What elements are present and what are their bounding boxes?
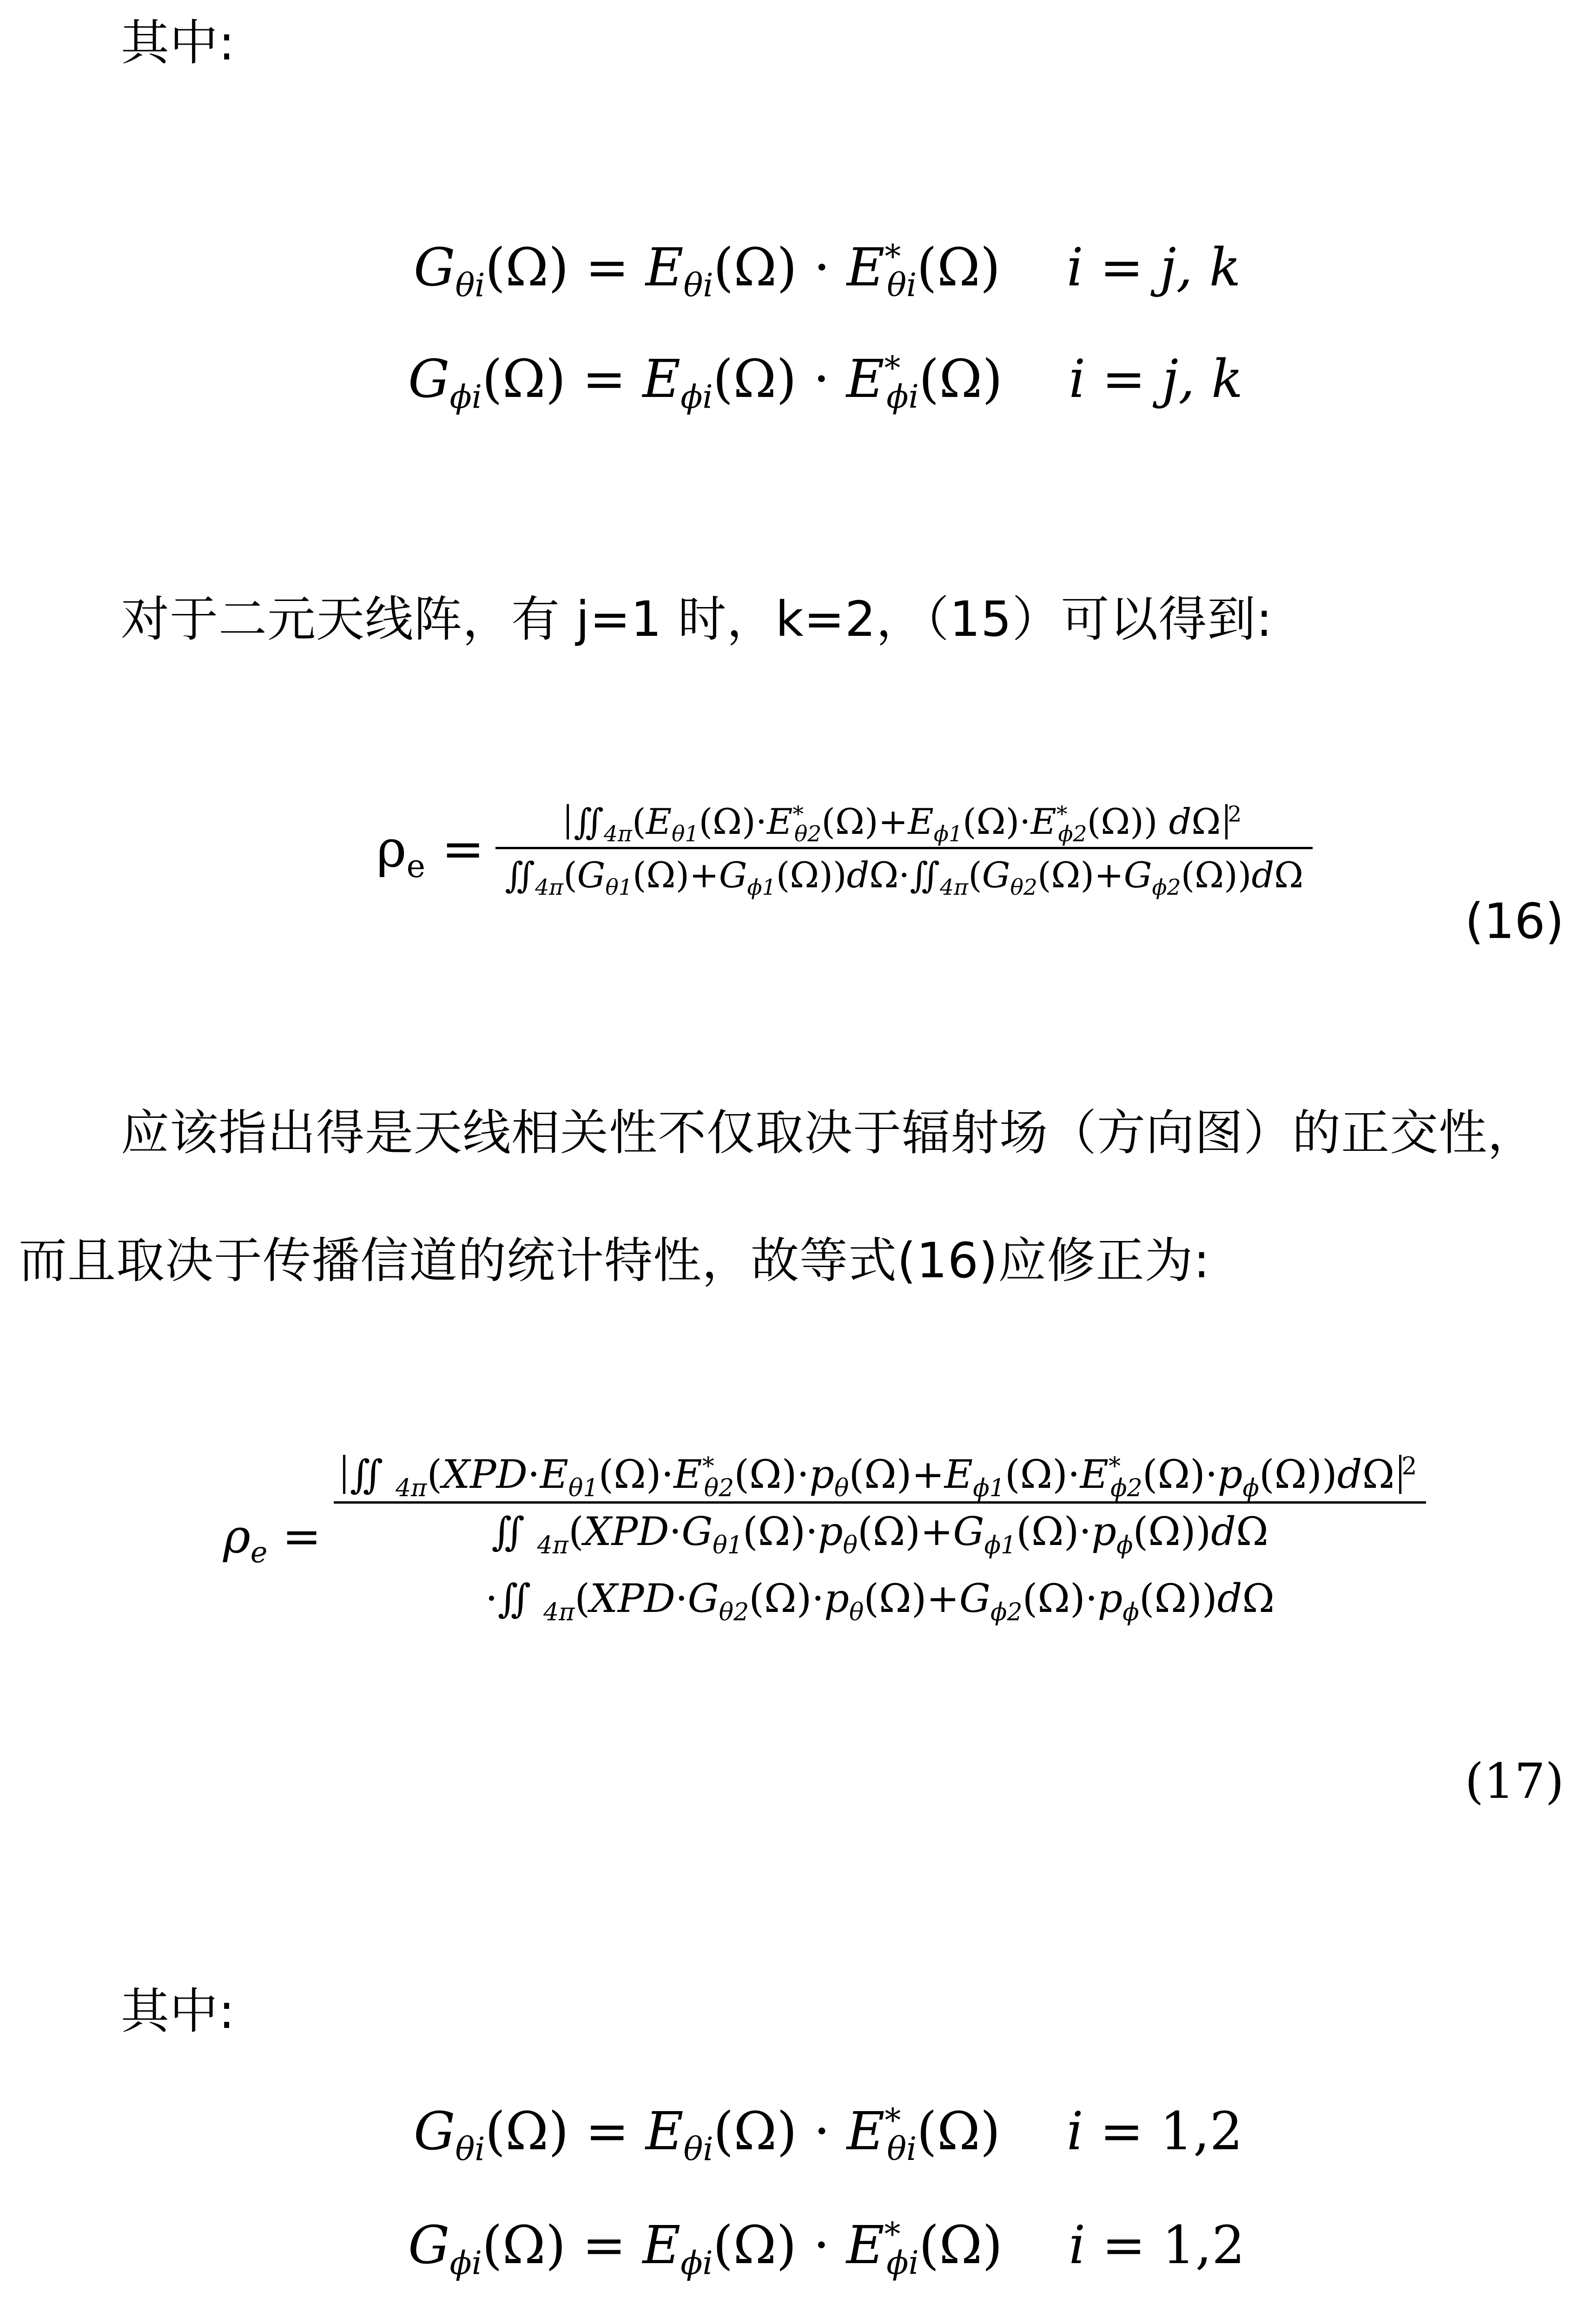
equation-g-theta-jk: $G_{\theta i}(\Omega) = E_{\theta i}(\Omega) \cdot E^*_{\theta i}(\Omega)$ i = j, k — [414, 238, 1241, 304]
equation-g-theta-12: $G_{\theta i}(\Omega) = E_{\theta i}(\Omega) \cdot E^*_{\theta i}(\Omega)$ i = 1,2 — [414, 2101, 1243, 2168]
equation-17-numerator: ∬ $_{4\pi}(XPD\cdot E_{\theta 1}(\Omega)\cdot E^*_{\theta 2}(\Omega)\cdot p_\theta(\Omega)+E_{\phi 1}(\Omega)\cdot E^*_{\phi 2}(\Omega)\cdot p_\phi(\Omega))d\Omega$ $^2$ — [334, 1455, 1427, 1504]
equation-17-fraction — [334, 1452, 1427, 1626]
equation-g-phi-jk: $G_{\phi i}(\Omega) = E_{\phi i}(\Omega) \cdot E^*_{\phi i}(\Omega)$ i = j, k — [408, 349, 1243, 416]
equation-16 — [377, 801, 1313, 901]
equation-16-numerator: $∬_{4\pi}(E_{\theta 1}(\Omega)\cdot E^*_{\theta 2}(\Omega)+E_{\phi 1}(\Omega)\cdot E^*_{\phi 2}(\Omega))$ dΩ $^2$ — [495, 804, 1313, 849]
equation-17-label: (17) — [1465, 1753, 1564, 1809]
equation-16-fraction — [495, 801, 1313, 901]
equation-17-denominator: ∬ $_{4\pi}(XPD\cdot G_{\theta 1}(\Omega)\cdot p_\theta(\Omega)+G_{\phi 1}(\Omega)\cdot p_\phi(\Omega))d\Omega$ ·∬ $_{4\pi}(XPD\cdot G_{\theta 2}(\Omega)\cdot p_\theta(\Omega)+G_{\phi 2}(\Omega)\cdot p_\phi(\Omega))d\Omega$ — [485, 1509, 1275, 1626]
paragraph-binary-array: 对于二元天线阵，有 j=1 时，k=2，（15）可以得到: — [121, 591, 1273, 647]
paragraph-correlation-line2: 而且取决于传播信道的统计特性，故等式(16)应修正为: — [19, 1232, 1210, 1289]
equation-16-denominator: $∬_{4\pi}(G_{\theta 1}(\Omega)+G_{\phi 1}(\Omega))d\Omega\cdot∬_{4\pi}(G_{\theta 2}(\Omega)+G_{\phi 2}(\Omega))d\Omega$ — [505, 854, 1304, 901]
intro-text-1: 其中: — [121, 14, 236, 71]
rho-e-lhs: $\rho_e$ = — [377, 819, 485, 885]
equation-16-label: (16) — [1465, 893, 1564, 950]
equation-g-phi-12: $G_{\phi i}(\Omega) = E_{\phi i}(\Omega) \cdot E^*_{\phi i}(\Omega)$ i = 1,2 — [408, 2215, 1245, 2282]
paragraph-correlation-line1: 应该指出得是天线相关性不仅取决于辐射场（方向图）的正交性， — [121, 1104, 1537, 1161]
intro-text-2: 其中: — [121, 1983, 236, 2040]
rho-e-lhs-17: $\rho_e$ = — [223, 1509, 322, 1569]
equation-17 — [223, 1452, 1426, 1626]
